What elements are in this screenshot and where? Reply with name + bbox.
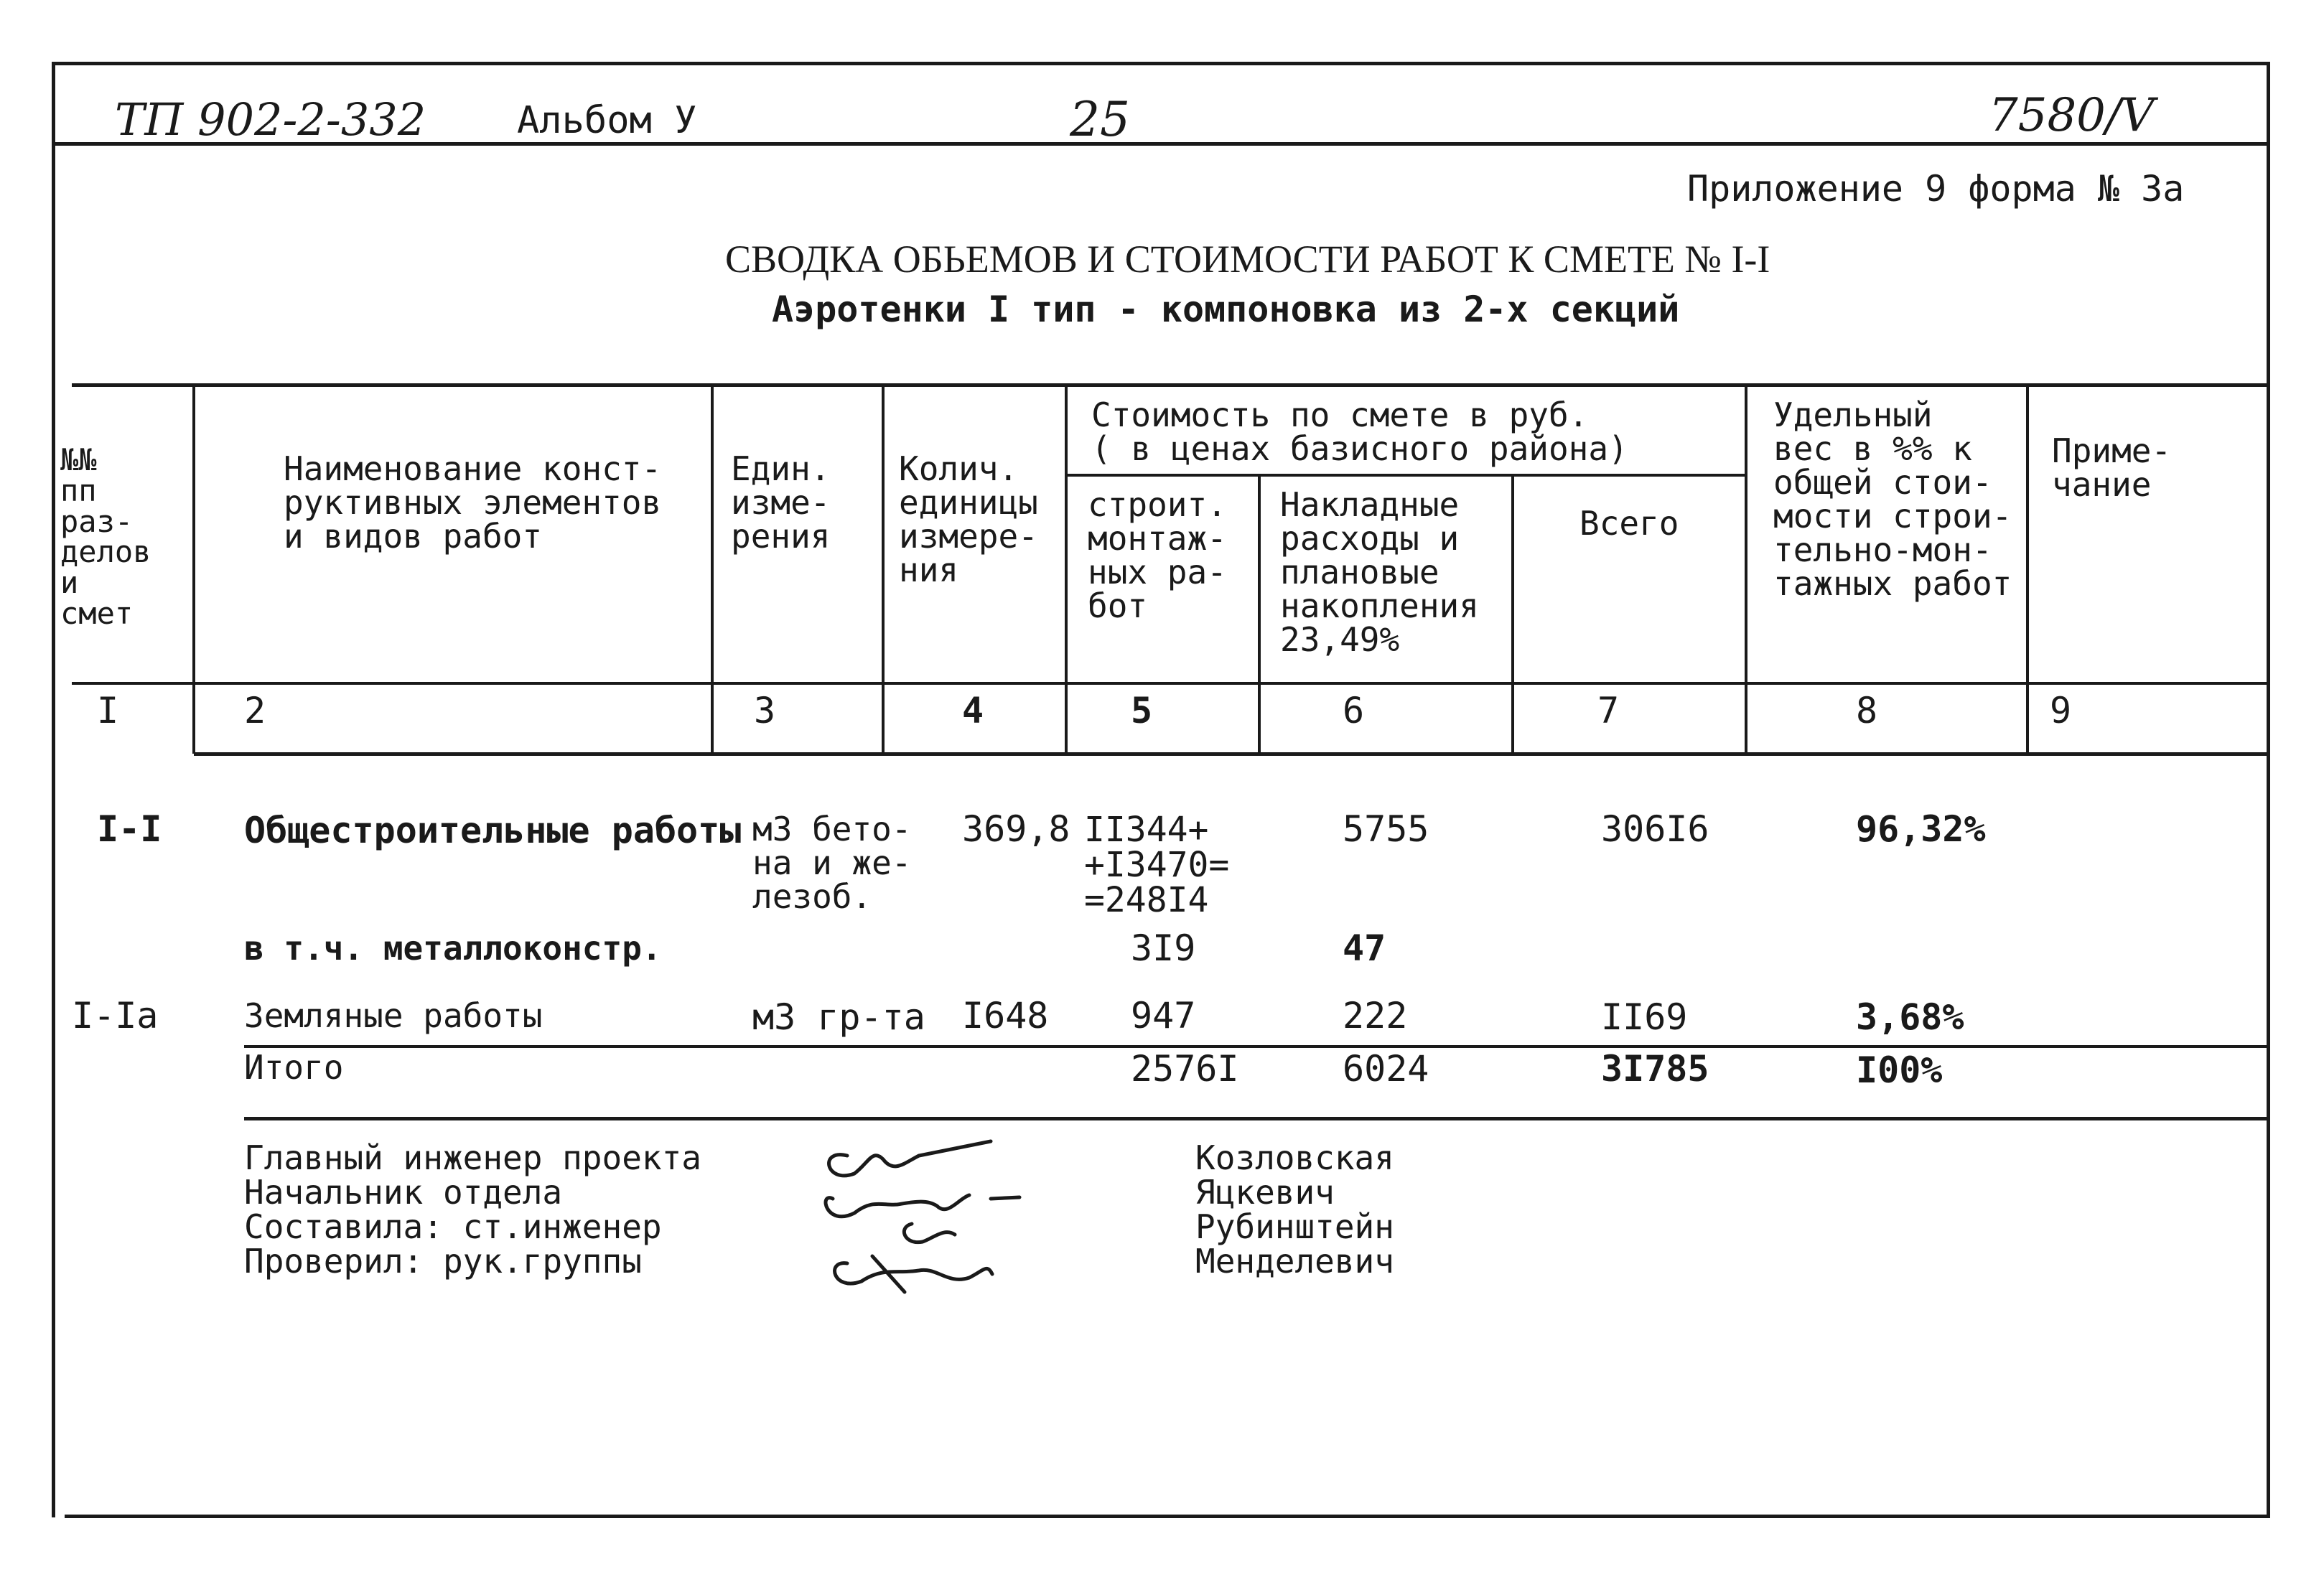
row3-code: I-Iа xyxy=(72,995,159,1036)
signature-name-4: Менделевич xyxy=(1195,1242,1394,1281)
col-divider-5 xyxy=(1258,474,1261,754)
header-col-3: Един. изме- рения xyxy=(731,449,831,556)
row1-overhead: 5755 xyxy=(1343,808,1429,850)
header-col-4: Колич. единицы измере- ния xyxy=(899,449,1038,589)
row1-code: I-I xyxy=(97,808,162,850)
row3-name: Земляные работы xyxy=(244,996,543,1035)
col-divider-2 xyxy=(711,383,714,754)
row4-overhead: 6024 xyxy=(1343,1048,1429,1090)
frame-bottom xyxy=(65,1515,2270,1518)
col-divider-4 xyxy=(1065,383,1068,754)
col-number-9: 9 xyxy=(2050,690,2072,731)
album-label: Альбом У xyxy=(517,99,697,142)
archive-number: 7580/V xyxy=(1989,89,2155,142)
numbers-top-rule xyxy=(72,682,2269,685)
header-cost-group: Стоимость по смете в руб. ( в ценах базисного района) xyxy=(1091,396,1628,468)
frame-top xyxy=(52,62,2270,65)
row4-construction: 2576I xyxy=(1131,1048,1239,1090)
frame-left xyxy=(52,62,55,1517)
signature-name-3: Рубинштейн xyxy=(1195,1207,1394,1246)
col-divider-8 xyxy=(2026,383,2029,754)
col-number-3: 3 xyxy=(754,690,776,731)
row1-construction: II344+ +I3470= =248I4 xyxy=(1084,810,1230,920)
col-divider-3 xyxy=(882,383,885,754)
row3-construction: 947 xyxy=(1131,995,1196,1036)
signature-role-1: Главный инженер проекта xyxy=(244,1138,701,1177)
col-number-7: 7 xyxy=(1597,690,1620,731)
header-col-9: Приме- чание xyxy=(2052,431,2172,504)
total-bottom-rule xyxy=(244,1117,2269,1120)
table-top-rule xyxy=(72,383,2269,387)
col-number-5: 5 xyxy=(1131,690,1153,731)
row1-unit: м3 бето- на и же- лезоб. xyxy=(752,810,912,916)
row3-share: 3,68% xyxy=(1856,996,1964,1038)
row3-total: II69 xyxy=(1601,996,1688,1038)
row1-total: 306I6 xyxy=(1601,808,1709,850)
row2-overhead: 47 xyxy=(1343,927,1386,969)
col-number-1: I xyxy=(97,690,119,731)
signature-name-1: Козловская xyxy=(1195,1138,1394,1177)
page-title: СВОДКА ОБЬЕМОВ И СТОИМОСТИ РАБОТ К СМЕТЕ № I-I xyxy=(725,238,1770,281)
header-col-2: Наименование конст- руктивных элементов и видов работ xyxy=(284,449,662,556)
cost-group-rule xyxy=(1066,474,1746,477)
col-divider-1 xyxy=(192,383,195,754)
row2-name: в т.ч. металлоконстр. xyxy=(244,929,662,968)
numbers-bottom-rule xyxy=(194,752,2269,756)
col-number-8: 8 xyxy=(1856,690,1878,731)
total-top-rule xyxy=(244,1045,2269,1048)
page-subtitle: Аэротенки I тип - компоновка из 2-х секций xyxy=(772,289,1680,330)
row2-construction: 3I9 xyxy=(1131,927,1196,969)
signature-role-2: Начальник отдела xyxy=(244,1173,563,1212)
handwritten-signatures xyxy=(804,1120,1142,1306)
header-col-7: Всего xyxy=(1579,504,1679,543)
signature-role-4: Проверил: рук.группы xyxy=(244,1242,642,1281)
header-col-5: строит. монтаж- ных ра- бот xyxy=(1088,485,1227,625)
row1-name: Общестроительные работы xyxy=(244,810,742,851)
row1-share: 96,32% xyxy=(1856,808,1986,850)
col-number-2: 2 xyxy=(244,690,266,731)
row3-qty: I648 xyxy=(962,995,1049,1036)
col-number-6: 6 xyxy=(1343,690,1365,731)
row3-unit: м3 гр-та xyxy=(752,996,925,1038)
signature-name-2: Яцкевич xyxy=(1195,1173,1335,1212)
row4-share: I00% xyxy=(1856,1049,1943,1091)
col-number-4: 4 xyxy=(962,690,984,731)
header-col-1: №№ пп раз- делов и смет xyxy=(60,442,151,632)
row4-total: 3I785 xyxy=(1601,1048,1709,1090)
project-code: ТП 902-2-332 xyxy=(115,93,426,146)
row1-qty: 369,8 xyxy=(962,808,1070,850)
row4-name: Итого xyxy=(244,1048,344,1087)
header-col-6: Накладные расходы и плановые накопления 23,49% xyxy=(1280,485,1479,659)
page-number: 25 xyxy=(1070,92,1130,147)
header-col-8: Удельный вес в %% к общей стои- мости строи- тельно-мон- тажных работ xyxy=(1773,396,2012,603)
appendix-label: Приложение 9 форма № 3а xyxy=(1687,168,2185,210)
signature-role-3: Составила: ст.инженер xyxy=(244,1207,662,1246)
col-divider-7 xyxy=(1745,383,1747,754)
col-divider-6 xyxy=(1511,474,1514,754)
row3-overhead: 222 xyxy=(1343,995,1408,1036)
frame-right xyxy=(2267,62,2270,1517)
